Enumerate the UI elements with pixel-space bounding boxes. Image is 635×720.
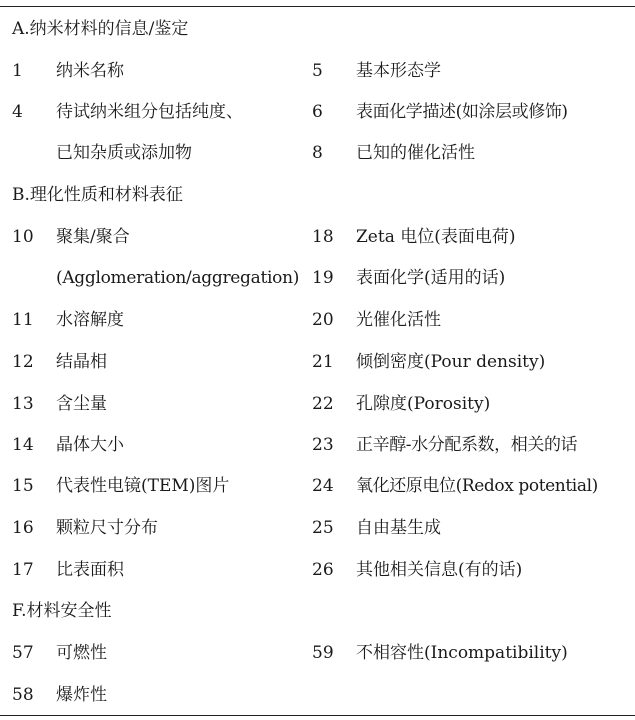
item-number: 11	[12, 310, 34, 330]
item-label: 其他相关信息(有的话)	[356, 560, 523, 580]
item-label: 结晶相	[56, 352, 107, 372]
item-number: 20	[312, 310, 334, 330]
item-number: 15	[12, 476, 34, 496]
section-f-title: F.材料安全性	[12, 601, 112, 621]
item-label: (Agglomeration/aggregation)	[56, 268, 300, 288]
section-header-row	[0, 180, 635, 210]
item-label: 比表面积	[56, 560, 124, 580]
item-label: 孔隙度(Porosity)	[356, 394, 491, 414]
item-number: 6	[312, 102, 323, 122]
item-label: 晶体大小	[56, 435, 124, 455]
table-row	[0, 430, 635, 460]
item-number: 18	[312, 227, 334, 247]
item-number: 25	[312, 518, 334, 538]
item-label: 可燃性	[56, 643, 107, 663]
item-label: 已知的催化活性	[356, 143, 475, 163]
item-number: 8	[312, 143, 323, 163]
item-number: 5	[312, 61, 323, 81]
item-number: 17	[12, 560, 34, 580]
table-row	[0, 263, 635, 293]
section-b-title: B.理化性质和材料表征	[12, 185, 183, 205]
item-label: 基本形态学	[356, 61, 441, 81]
item-label: 氧化还原电位(Redox potential)	[356, 476, 598, 496]
section-header-row	[0, 14, 635, 44]
item-number: 10	[12, 227, 34, 247]
table-row	[0, 222, 635, 252]
item-label: 表面化学(适用的话)	[356, 268, 506, 288]
item-label: 待试纳米组分包括纯度、	[56, 102, 243, 122]
table-row	[0, 471, 635, 501]
item-label: 正辛醇-水分配系数，相关的话	[356, 435, 578, 455]
item-label: 水溶解度	[56, 310, 124, 330]
item-number: 16	[12, 518, 34, 538]
item-number: 22	[312, 394, 334, 414]
section-a-title: A.纳米材料的信息/鉴定	[12, 19, 189, 39]
table-row	[0, 138, 635, 168]
section-header-row	[0, 596, 635, 626]
table-row	[0, 555, 635, 585]
table-row	[0, 56, 635, 86]
item-label: 倾倒密度(Pour density)	[356, 352, 546, 372]
table-bottom-rule	[0, 715, 635, 716]
item-number: 58	[12, 685, 34, 705]
item-number: 23	[312, 435, 334, 455]
item-label: 爆炸性	[56, 685, 107, 705]
item-label: 光催化活性	[356, 310, 441, 330]
item-number: 59	[312, 643, 334, 663]
table-row	[0, 680, 635, 710]
table-row	[0, 638, 635, 668]
table-row	[0, 389, 635, 419]
item-label: 纳米名称	[56, 61, 124, 81]
item-number: 4	[12, 102, 23, 122]
item-number: 26	[312, 560, 334, 580]
item-number: 21	[312, 352, 334, 372]
item-label: 表面化学描述(如涂层或修饰)	[356, 102, 568, 122]
table-row	[0, 513, 635, 543]
item-label: 颗粒尺寸分布	[56, 518, 158, 538]
item-number: 12	[12, 352, 34, 372]
item-label: 不相容性(Incompatibility)	[356, 643, 568, 663]
item-label: 已知杂质或添加物	[56, 143, 192, 163]
item-label: 代表性电镜(TEM)图片	[56, 476, 230, 496]
item-label: 含尘量	[56, 394, 107, 414]
item-label: Zeta 电位(表面电荷)	[356, 227, 516, 247]
item-label: 自由基生成	[356, 518, 441, 538]
item-number: 13	[12, 394, 34, 414]
item-number: 57	[12, 643, 34, 663]
item-number: 19	[312, 268, 334, 288]
item-number: 1	[12, 61, 23, 81]
table-row	[0, 97, 635, 127]
table-top-rule	[0, 6, 635, 7]
item-number: 14	[12, 435, 34, 455]
table-row	[0, 347, 635, 377]
item-label: 聚集/聚合	[56, 227, 130, 247]
item-number: 24	[312, 476, 334, 496]
table-row	[0, 305, 635, 335]
